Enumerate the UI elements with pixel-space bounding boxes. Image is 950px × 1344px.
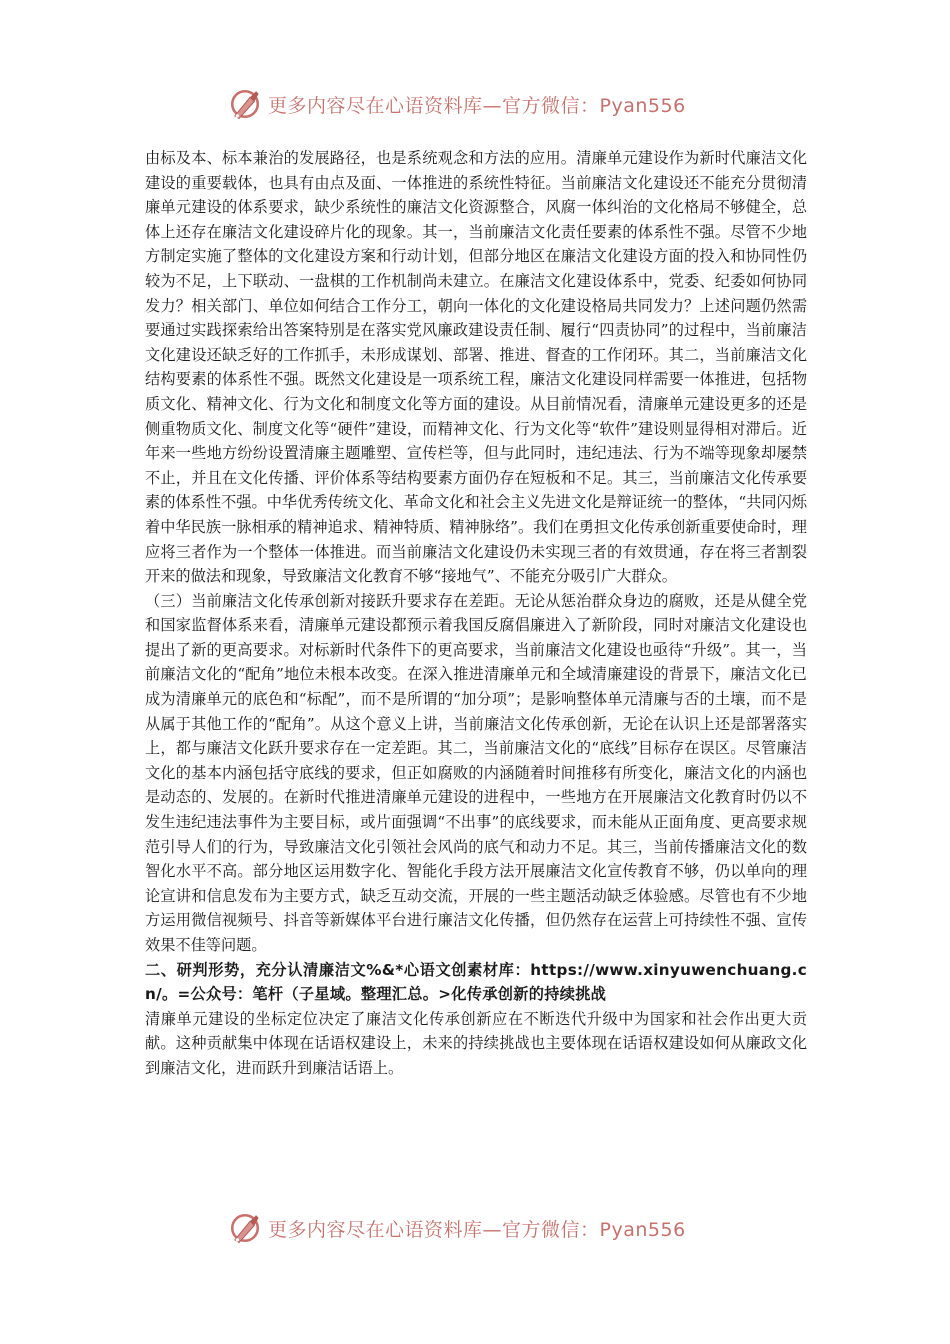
header-banner-text: 更多内容尽在心语资料库—官方微信：Pyan556 [268, 94, 686, 117]
body-paragraph-3: 清廉单元建设的坐标定位决定了廉洁文化传承创新应在不断迭代升级中为国家和社会作出更大贡献。这种贡献集中体现在话语权建设上，未来的持续挑战也主要体现在话语权建设如何从廉政文化到廉洁文化，进而跃升到廉洁话语上。 [145, 1009, 807, 1077]
pen-nib-logo-icon [228, 1211, 262, 1245]
footer-banner [228, 1208, 748, 1248]
pen-nib-logo-icon [228, 87, 262, 121]
section-heading: 二、研判形势，充分认清廉洁文%&*心语文创素材库：https://www.xinyuwenchuang.cn/。=公众号：笔杆（子星域。整理汇总。>化传承创新的持续挑战 [145, 960, 807, 1004]
footer-banner-text: 更多内容尽在心语资料库—官方微信：Pyan556 [268, 1218, 686, 1241]
body-paragraph-1: 由标及本、标本兼治的发展路径，也是系统观念和方法的应用。清廉单元建设作为新时代廉洁文化建设的重要载体，也具有由点及面、一体推进的系统性特征。当前廉洁文化建设还不能充分贯彻清廉单元建设的体系要求，缺少系统性的廉洁文化资源整合，风腐一体纠治的文化格局不够健全，总体上还存在廉洁文化建设碎片化的现象。其一，当前廉洁文化责任要素的体系性不强。尽管不少地方制定实施了整体的文化建设方案和行动计划，但部分地区在廉洁文化建设方面的投入和协同性仍较为不足，上下联动、一盘棋的工作机制尚未建立。在廉洁文化建设体系中，党委、纪委如何协同发力？相关部门、单位如何结合工作分工，朝向一体化的文化建设格局共同发力？上述问题仍然需要通过实践探索给出答案特别是在落实党风廉政建设责任制、履行“四责协同”的过程中，当前廉洁文化建设还缺乏好的工作抓手，未形成谋划、部署、推进、督查的工作闭环。其二，当前廉洁文化结构要素的体系性不强。既然文化建设是一项系统工程，廉洁文化建设同样需要一体推进，包括物质文化、精神文化、行为文化和制度文化等方面的建设。从目前情况看，清廉单元建设更多的还是侧重物质文化、制度文化等“硬件”建设，而精神文化、行为文化等“软件”建设则显得相对滞后。近年来一些地方纷纷设置清廉主题雕塑、宣传栏等，但与此同时，违纪违法、行为不端等现象却屡禁不止，并且在文化传播、评价体系等结构要素方面仍存在短板和不足。其三，当前廉洁文化传承要素的体系性不强。中华优秀传统文化、革命文化和社会主义先进文化是辩证统一的整体，“共同闪烁着中华民族一脉相承的精神追求、精神特质、精神脉络”。我们在勇担文化传承创新重要使命时，理应将三者作为一个整体一体推进。而当前廉洁文化建设仍未实现三者的有效贯通，存在将三者割裂开来的做法和现象，导致廉洁文化教育不够“接地气”、不能充分吸引广大群众。 [145, 149, 807, 586]
body-paragraph-2: （三）当前廉洁文化传承创新对接跃升要求存在差距。无论从惩治群众身边的腐败，还是从健全党和国家监督体系来看，清廉单元建设都预示着我国反腐倡廉进入了新阶段，同时对廉洁文化建设也提出了新的更高要求。对标新时代条件下的更高要求，当前廉洁文化建设也亟待“升级”。其一，当前廉洁文化的“配角”地位未根本改变。在深入推进清廉单元和全域清廉建设的背景下，廉洁文化已成为清廉单元的底色和“标配”，而不是所谓的“加分项”；是影响整体单元清廉与否的土壤，而不是从属于其他工作的“配角”。从这个意义上讲，当前廉洁文化传承创新，无论在认识上还是部署落实上，都与廉洁文化跃升要求存在一定差距。其二，当前廉洁文化的“底线”目标存在误区。尽管廉洁文化的基本内涵包括守底线的要求，但正如腐败的内涵随着时间推移有所变化，廉洁文化的内涵也是动态的、发展的。在新时代推进清廉单元建设的进程中，一些地方在开展廉洁文化教育时仍以不发生违纪违法事件为主要目标，或片面强调“不出事”的底线要求，而未能从正面角度、更高要求规范引导人们的行为，导致廉洁文化引领社会风尚的底气和动力不足。其三，当前传播廉洁文化的数智化水平不高。部分地区运用数字化、智能化手段方法开展廉洁文化宣传教育不够，仍以单向的理论宣讲和信息发布为主要方式，缺乏互动交流，开展的一些主题活动缺乏体验感。尽管也有不少地方运用微信视频号、抖音等新媒体平台进行廉洁文化传播，但仍然存在运营上可持续性不强、宣传效果不佳等问题。 [145, 591, 807, 954]
header-banner [228, 84, 748, 124]
document-body [145, 146, 807, 1081]
